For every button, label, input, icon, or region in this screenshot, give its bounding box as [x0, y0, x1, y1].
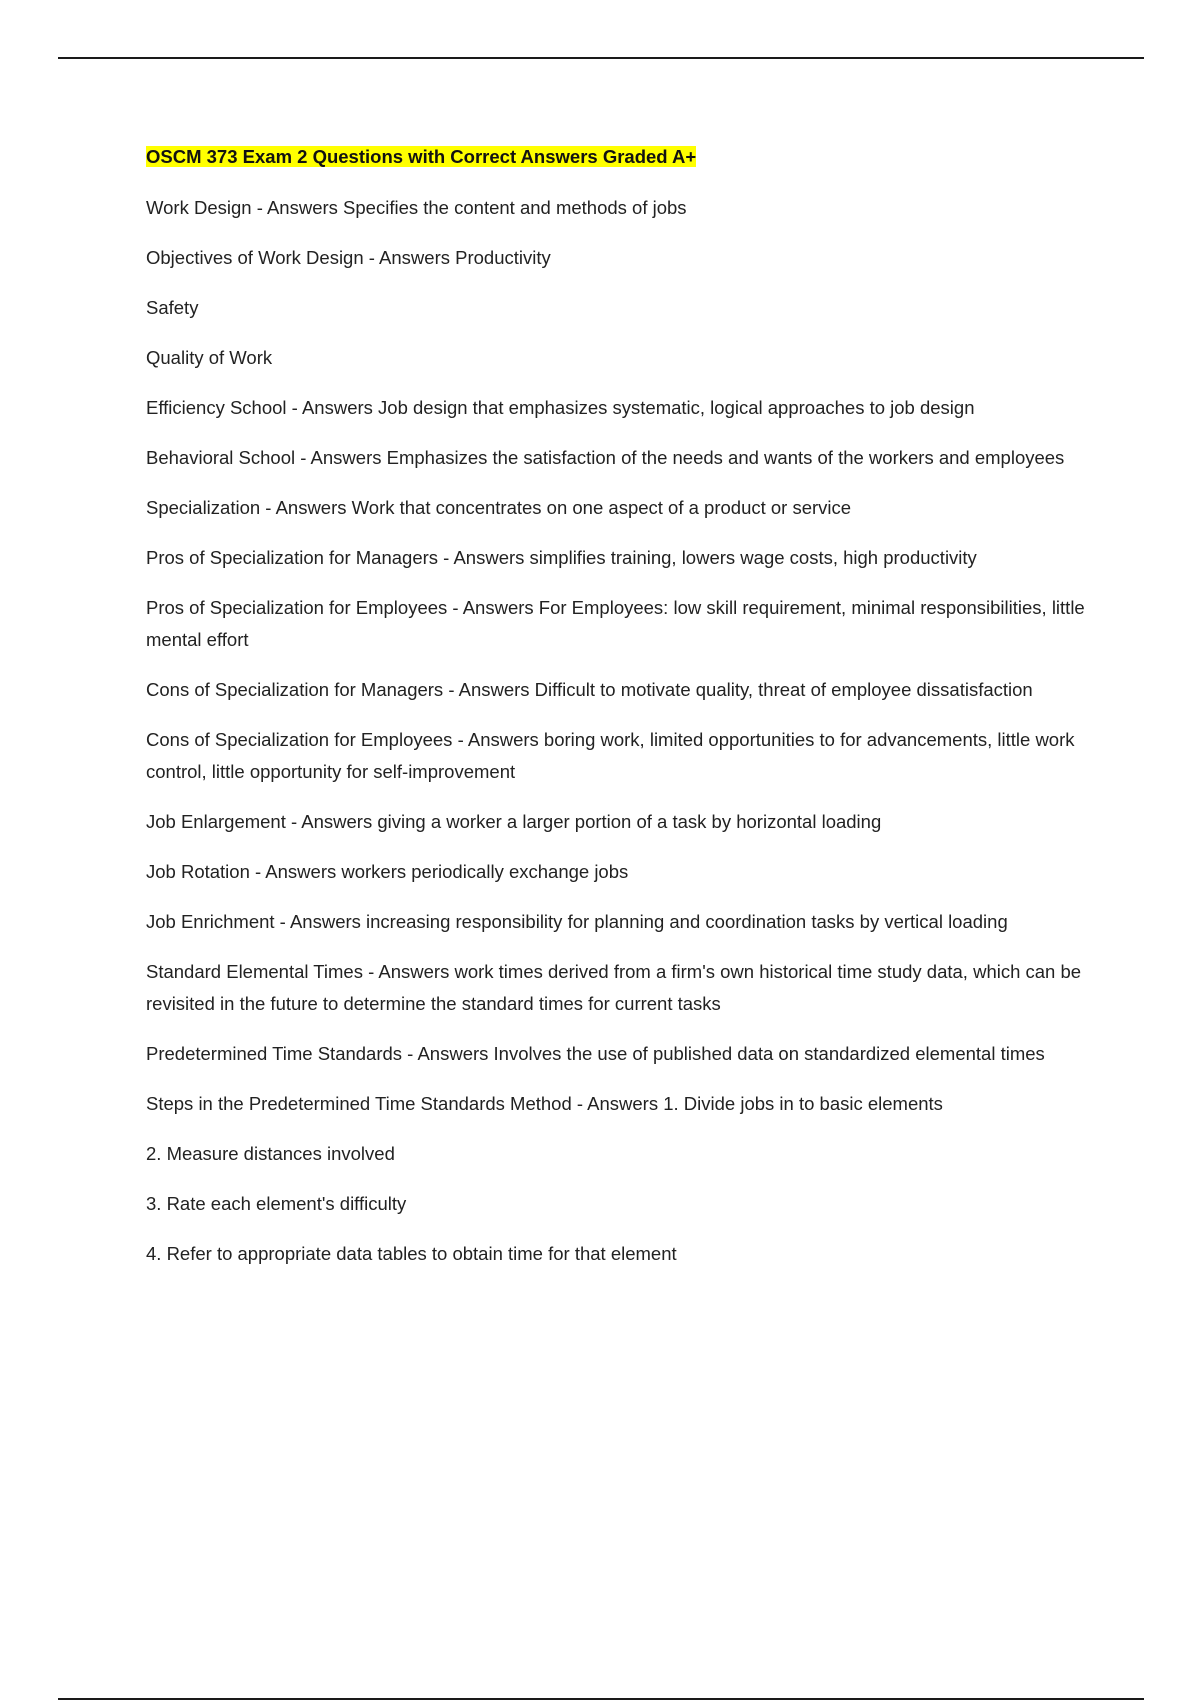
- document-body: [146, 140, 1096, 1288]
- paragraph: Job Enrichment - Answers increasing responsibility for planning and coordination tasks by vertical loading: [146, 911, 1008, 932]
- paragraph: Cons of Specialization for Managers - Answers Difficult to motivate quality, threat of employee dissatisfaction: [146, 679, 1033, 700]
- paragraph: 3. Rate each element's difficulty: [146, 1193, 407, 1214]
- paragraph: Pros of Specialization for Managers - Answers simplifies training, lowers wage costs, high productivity: [146, 547, 977, 568]
- paragraph: Steps in the Predetermined Time Standards Method - Answers 1. Divide jobs in to basic elements: [146, 1093, 943, 1114]
- paragraph: Cons of Specialization for Employees - Answers boring work, limited opportunities to for advancements, little work control, little opportunity for self-improvement: [146, 729, 1075, 782]
- paragraph: Safety: [146, 297, 199, 318]
- paragraph: 2. Measure distances involved: [146, 1143, 395, 1164]
- paragraph: Specialization - Answers Work that concentrates on one aspect of a product or service: [146, 497, 852, 518]
- paragraph: Behavioral School - Answers Emphasizes the satisfaction of the needs and wants of the workers and employees: [146, 447, 1065, 468]
- paragraph: Pros of Specialization for Employees - Answers For Employees: low skill requirement, minimal responsibilities, little mental effort: [146, 597, 1085, 650]
- title-line: [146, 140, 1096, 174]
- paragraph: Efficiency School - Answers Job design that emphasizes systematic, logical approaches to job design: [146, 397, 975, 418]
- paragraph: Objectives of Work Design - Answers Productivity: [146, 247, 551, 268]
- paragraph: Work Design - Answers Specifies the content and methods of jobs: [146, 197, 687, 218]
- paragraph: Quality of Work: [146, 347, 273, 368]
- paragraph: Standard Elemental Times - Answers work times derived from a firm's own historical time study data, which can be revisited in the future to determine the standard times for current tasks: [146, 961, 1082, 1014]
- page-top-rule: [58, 57, 1144, 59]
- paragraph: 4. Refer to appropriate data tables to obtain time for that element: [146, 1243, 677, 1264]
- paragraph: Job Rotation - Answers workers periodically exchange jobs: [146, 861, 629, 882]
- paragraph: Predetermined Time Standards - Answers Involves the use of published data on standardized elemental times: [146, 1043, 1045, 1064]
- document-title: OSCM 373 Exam 2 Questions with Correct Answers Graded A+: [146, 146, 697, 167]
- paragraph: Job Enlargement - Answers giving a worker a larger portion of a task by horizontal loading: [146, 811, 882, 832]
